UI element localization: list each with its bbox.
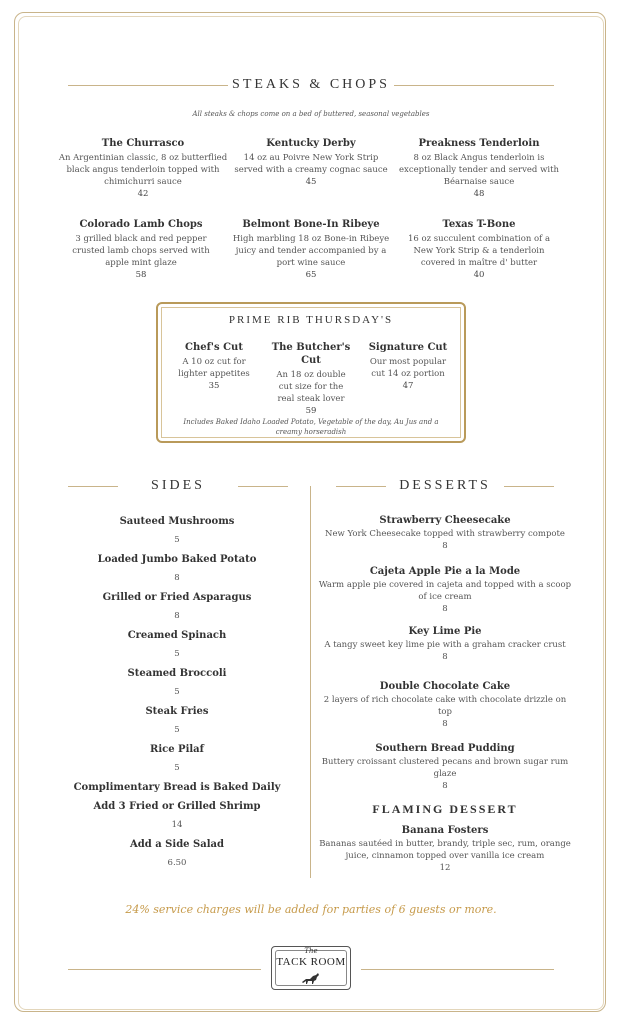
item-price: 5 <box>174 649 180 659</box>
item-name: Texas T-Bone <box>442 219 516 230</box>
menu-item <box>402 218 556 281</box>
item-name: Complimentary Bread is Baked Daily <box>73 782 281 793</box>
item-name: Rice Pilaf <box>150 744 204 755</box>
item-price: 8 <box>442 541 448 551</box>
item-name: The Butcher's Cut <box>271 342 351 366</box>
item-price: 8 <box>174 573 180 583</box>
dessert-item <box>316 565 574 615</box>
steaks-section-title: STEAKS & CHOPS <box>232 77 390 92</box>
side-item <box>72 629 282 660</box>
divider-right <box>504 486 554 487</box>
item-name: The Churrasco <box>101 138 185 149</box>
item-desc: 3 grilled black and red pepper crusted lamb chops served with apple mint glaze <box>72 234 210 268</box>
item-desc: 2 layers of rich chocolate cake with chocolate drizzle on top <box>323 695 567 717</box>
item-name: Creamed Spinach <box>127 630 227 641</box>
item-price: 65 <box>305 270 317 280</box>
menu-item <box>58 137 228 200</box>
item-price: 14 <box>171 820 183 830</box>
item-desc: Warm apple pie covered in cajeta and topped with a scoop of ice cream <box>318 580 572 602</box>
column-divider <box>310 486 311 878</box>
item-name: Signature Cut <box>368 342 448 353</box>
item-desc: An Argentinian classic, 8 oz butterflied black angus tenderloin topped with chimichurri sauce <box>58 153 228 187</box>
item-name: Belmont Bone-In Ribeye <box>242 219 380 230</box>
dessert-item <box>316 824 574 874</box>
service-charge-note: 24% service charges will be added for parties of 6 guests or more. <box>125 903 497 916</box>
item-name: Banana Fosters <box>401 825 489 836</box>
steaks-note: All steaks & chops come on a bed of buttered, seasonal vegetables <box>192 110 430 118</box>
item-price: 12 <box>439 863 451 873</box>
menu-item <box>232 218 390 281</box>
side-item <box>72 553 282 584</box>
item-name: Kentucky Derby <box>266 138 356 149</box>
item-desc: A 10 oz cut for lighter appetites <box>178 357 250 379</box>
dessert-item <box>316 514 574 552</box>
divider-right <box>238 486 288 487</box>
item-price: 42 <box>137 189 149 199</box>
tack-room-logo <box>271 946 351 990</box>
item-desc: Buttery croissant clustered pecans and brown sugar rum glaze <box>321 757 569 779</box>
item-name: Loaded Jumbo Baked Potato <box>97 554 257 565</box>
item-name: Grilled or Fried Asparagus <box>102 592 252 603</box>
menu-item <box>66 218 216 281</box>
side-item <box>72 667 282 698</box>
item-price: 8 <box>442 604 448 614</box>
divider-right <box>394 85 554 86</box>
item-price: 8 <box>174 611 180 621</box>
divider-left <box>68 486 118 487</box>
logo-name: TACK ROOM <box>276 956 346 968</box>
item-price: 5 <box>174 763 180 773</box>
item-price: 5 <box>174 535 180 545</box>
item-name: Colorado Lamb Chops <box>79 219 203 230</box>
item-desc: Bananas sautéed in butter, brandy, triple sec, rum, orange juice, cinnamon topped over vanilla ice cream <box>319 839 571 861</box>
menu-item <box>174 341 254 392</box>
item-name: Steak Fries <box>145 706 209 717</box>
item-price: 45 <box>305 177 317 187</box>
item-desc: Our most popular cut 14 oz portion <box>369 357 447 379</box>
dessert-item <box>316 680 574 730</box>
item-price: 48 <box>473 189 485 199</box>
menu-item <box>396 137 562 200</box>
horse-icon <box>300 972 324 986</box>
dessert-item <box>316 742 574 792</box>
item-desc: New York Cheesecake topped with strawberry compote <box>325 529 565 539</box>
bread-note <box>72 781 282 794</box>
item-price: 58 <box>135 270 147 280</box>
item-name: Preakness Tenderloin <box>418 138 540 149</box>
flaming-dessert-title: FLAMING DESSERT <box>372 802 518 816</box>
menu-item <box>232 137 390 188</box>
item-desc: 8 oz Black Angus tenderloin is exceptionally tender and served with Béarnaise sauce <box>399 153 559 187</box>
item-name: Add a Side Salad <box>129 839 224 850</box>
divider-left <box>68 85 228 86</box>
item-price: 8 <box>442 781 448 791</box>
item-price: 59 <box>305 406 317 416</box>
side-item <box>72 838 282 869</box>
item-desc: 14 oz au Poivre New York Strip served with a creamy cognac sauce <box>234 153 388 175</box>
item-price: 5 <box>174 687 180 697</box>
item-name: Key Lime Pie <box>408 626 482 637</box>
item-price: 8 <box>442 719 448 729</box>
item-name: Sauteed Mushrooms <box>119 516 235 527</box>
logo-the: The <box>304 947 318 955</box>
item-name: Add 3 Fried or Grilled Shrimp <box>93 801 261 812</box>
side-item <box>72 743 282 774</box>
item-name: Steamed Broccoli <box>127 668 227 679</box>
item-price: 47 <box>402 381 414 391</box>
item-desc: A tangy sweet key lime pie with a graham cracker crust <box>324 640 566 650</box>
item-price: 8 <box>442 652 448 662</box>
item-name: Southern Bread Pudding <box>375 743 515 754</box>
item-price: 5 <box>174 725 180 735</box>
divider-left <box>336 486 386 487</box>
item-desc: High marbling 18 oz Bone-in Ribeye juicy and tender accompanied by a port wine sauce <box>232 234 390 268</box>
item-name: Double Chocolate Cake <box>379 681 511 692</box>
item-price: 40 <box>473 270 485 280</box>
desserts-section-title: DESSERTS <box>399 478 491 493</box>
item-desc: 16 oz succulent combination of a New York Strip & a tenderloin covered in maître d' butter <box>407 234 551 268</box>
side-item <box>72 800 282 831</box>
item-name: Cajeta Apple Pie a la Mode <box>369 566 521 577</box>
prime-rib-title: PRIME RIB THURSDAY'S <box>228 314 394 326</box>
item-price: 35 <box>208 381 220 391</box>
item-name: Chef's Cut <box>185 342 243 353</box>
side-item <box>72 515 282 546</box>
sides-section-title: SIDES <box>151 478 205 493</box>
item-price: 6.50 <box>167 858 187 868</box>
item-name: Strawberry Cheesecake <box>379 515 511 526</box>
dessert-item <box>316 625 574 663</box>
item-desc: An 18 oz double cut size for the real steak lover <box>276 370 346 404</box>
divider-left <box>68 969 261 970</box>
prime-rib-note: Includes Baked Idaho Loaded Potato, Vegetable of the day, Au Jus and a creamy horseradish <box>183 418 439 436</box>
side-item <box>72 591 282 622</box>
menu-item <box>366 341 450 392</box>
menu-item <box>263 341 359 417</box>
divider-right <box>361 969 554 970</box>
side-item <box>72 705 282 736</box>
